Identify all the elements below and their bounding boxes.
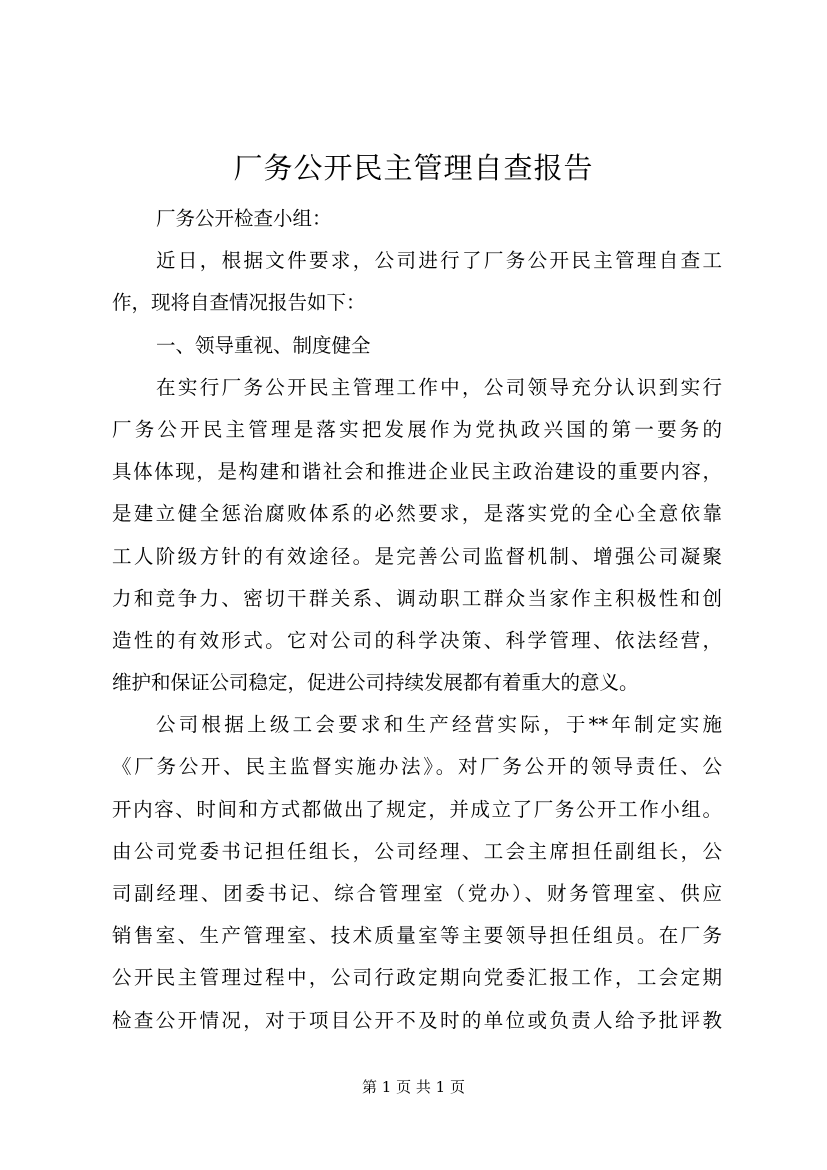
- paragraph-line: 公司根据上级工会要求和生产经营实际，于**年制定实施: [156, 713, 722, 737]
- paragraph-line: 由公司党委书记担任组长，公司经理、工会主席担任副组长，公: [112, 839, 722, 863]
- paragraph-line: 力和竞争力、密切干群关系、调动职工群众当家作主积极性和创: [112, 586, 722, 610]
- paragraph-line: 近日，根据文件要求，公司进行了厂务公开民主管理自查工: [156, 249, 722, 273]
- paragraph-line: 具体体现，是构建和谐社会和推进企业民主政治建设的重要内容，: [112, 460, 722, 484]
- paragraph-line: 工人阶级方针的有效途径。是完善公司监督机制、增强公司凝聚: [112, 544, 722, 568]
- paragraph-line: 维护和保证公司稳定，促进公司持续发展都有着重大的意义。: [112, 671, 639, 695]
- paragraph-line: 开内容、时间和方式都做出了规定，并成立了厂务公开工作小组。: [112, 797, 722, 821]
- paragraph-line: 《厂务公开、民主监督实施办法》。对厂务公开的领导责任、公: [112, 755, 722, 779]
- paragraph-line: 作，现将自查情况报告如下：: [112, 291, 366, 315]
- paragraph-line: 厂务公开民主管理是落实把发展作为党执政兴国的第一要务的: [112, 417, 722, 441]
- salutation-line: 厂务公开检查小组：: [156, 207, 332, 230]
- paragraph-line: 销售室、生产管理室、技术质量室等主要领导担任组员。在厂务: [112, 924, 722, 948]
- paragraph-line: 公开民主管理过程中，公司行政定期向党委汇报工作，工会定期: [112, 966, 722, 990]
- paragraph-line: 在实行厂务公开民主管理工作中，公司领导充分认识到实行: [156, 375, 722, 399]
- paragraph-line: 司副经理、团委书记、综合管理室（党办）、财务管理室、供应: [112, 882, 722, 905]
- paragraph-line: 检查公开情况，对于项目公开不及时的单位或负责人给予批评教: [112, 1008, 722, 1032]
- document-title: 厂务公开民主管理自查报告: [233, 151, 594, 185]
- page-footer: 第 1 页 共 1 页: [362, 1078, 465, 1096]
- paragraph-line: 是建立健全惩治腐败体系的必然要求，是落实党的全心全意依靠: [112, 502, 722, 526]
- section-heading: 一、领导重视、制度健全: [156, 333, 371, 357]
- document-body: [112, 198, 722, 1042]
- paragraph-line: 造性的有效形式。它对公司的科学决策、科学管理、依法经营，: [112, 628, 722, 652]
